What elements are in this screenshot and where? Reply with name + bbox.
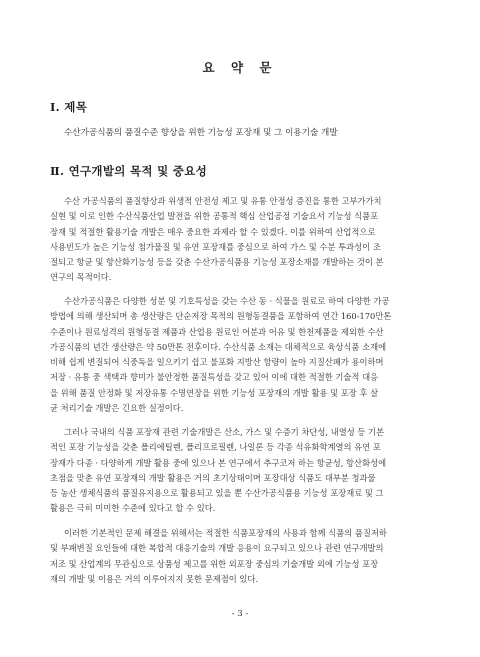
- paragraph-line: 사용빈도가 높은 기능성 첨가물질 및 유연 포장재를 중심으로 하여 가스 및 수분 투과성이 조: [50, 241, 381, 252]
- section-heading-purpose: Ⅱ. 연구개발의 목적 및 중요성: [50, 164, 208, 178]
- paragraph-line: 재의 개발 및 이용은 거의 이루어지지 못한 문제점이 있다.: [50, 573, 259, 584]
- paragraph-line: 저장 · 유통 중 색택과 향미가 불안정한 품질특성을 갖고 있어 이에 대한 적절한 기술적 대응: [50, 372, 379, 383]
- paragraph-line: 절되고 항균 및 항산화기능성 등을 갖춘 수산가공식품용 기능성 포장소재를 개발하는 것이 본: [50, 257, 384, 268]
- paragraph-line: 가공식품의 년간 생산량은 약 50만톤 전후이다. 수산식품 소재는 대체적으로 육상식품 소재에: [50, 341, 387, 352]
- paragraph-line: 및 부패변질 요인들에 대한 복합적 대응기술의 개발 응용이 요구되고 있으나 관련 연구개발의: [50, 543, 384, 554]
- section-heading-title: Ⅰ. 제목: [50, 100, 88, 114]
- paragraph-line: 비해 쉽게 변질되어 식중독을 일으키기 쉽고 불포화 지방산 함량이 높아 지질산패가 용이하며: [50, 357, 384, 368]
- paragraph-line: 방법에 의해 생산되며 총 생산량은 단순저장 목적의 원형동결품을 포함하여 연간 160-170만톤: [50, 311, 392, 322]
- paragraph-4: [50, 526, 436, 587]
- paragraph-line: 균 처리기술 개발은 긴요한 실정이다.: [50, 403, 184, 414]
- paragraph-line: 등 농산 생체식품의 품질유지용으로 활용되고 있을 뿐 수산가공식품용 기능성 포장재료 및 그: [50, 488, 384, 499]
- paragraph-line: 장재 및 적절한 활용기술 개발은 매우 중요한 과제라 할 수 있겠다. 이를 위하여 산업적으로: [50, 226, 376, 237]
- paragraph-line: 수산가공식품은 다양한 성분 및 기호특성을 갖는 수산 동 · 식물을 원료로 하여 다양한 가공: [64, 296, 390, 306]
- paragraph-line: 저조 및 산업계의 무관심으로 상품성 제고를 위한 외포장 중심의 기술개발 외에 기능성 포장: [50, 558, 379, 569]
- page-number: - 3 -: [231, 609, 249, 619]
- paragraph-line: 이러한 기본적인 문제 해결을 위해서는 적절한 식품포장재의 사용과 함께 식품의 품질저하: [64, 528, 387, 538]
- paragraph-line: 수준이나 원료성격의 원형동결 제품과 산업용 원료인 어분과 어유 및 한천제품을 제외한 수산: [50, 326, 384, 337]
- paragraph-line: 활용은 극히 미미한 수준에 있다고 할 수 있다.: [50, 503, 216, 514]
- paragraph-line: 장재가 다종 · 다양하게 개발 활용 중에 있으나 본 연구에서 추구코저 하는 항균성, 항산화성에: [50, 457, 387, 468]
- paragraph-line: 적인 포장 기능성을 갖춘 폴리에틸렌, 폴리프로필렌, 나일론 등 각종 석유화학계열의 유연 포: [50, 442, 381, 453]
- paragraph-line: 을 위해 품질 안정화 및 저장유통 수명연장을 위한 기능성 포장재의 개발 활용 및 포장 후 살: [50, 387, 379, 398]
- paragraph-3: [50, 425, 436, 517]
- page-title: 요 약 문: [202, 60, 278, 75]
- paragraph-2: [50, 294, 436, 416]
- paragraph-line: 실현 및 이로 인한 수산식품산업 발전을 위한 공통적 핵심 산업공정 기술요서 기능성 식품포: [50, 211, 379, 222]
- paragraph-line: 초점을 맞춘 유연 포장재의 개발 활용은 거의 초기상태이며 포장대상 식품도 대부분 청과물: [50, 472, 376, 483]
- paragraph-line: 연구의 목적이다.: [50, 272, 112, 283]
- paragraph-line: 수산 가공식품의 품질향상과 위생적 안전성 제고 및 유통 안정성 증진을 통한 고부가가치: [64, 196, 382, 206]
- project-title-text: 수산가공식품의 품질수준 향상을 위한 기능성 포장재 및 그 이용기술 개발: [64, 128, 338, 138]
- paragraph-1: [50, 194, 436, 286]
- paragraph-line: 그러나 국내의 식품 포장재 관련 기술개발은 산소, 가스 및 수증기 차단성, 내열성 등 기본: [64, 427, 385, 437]
